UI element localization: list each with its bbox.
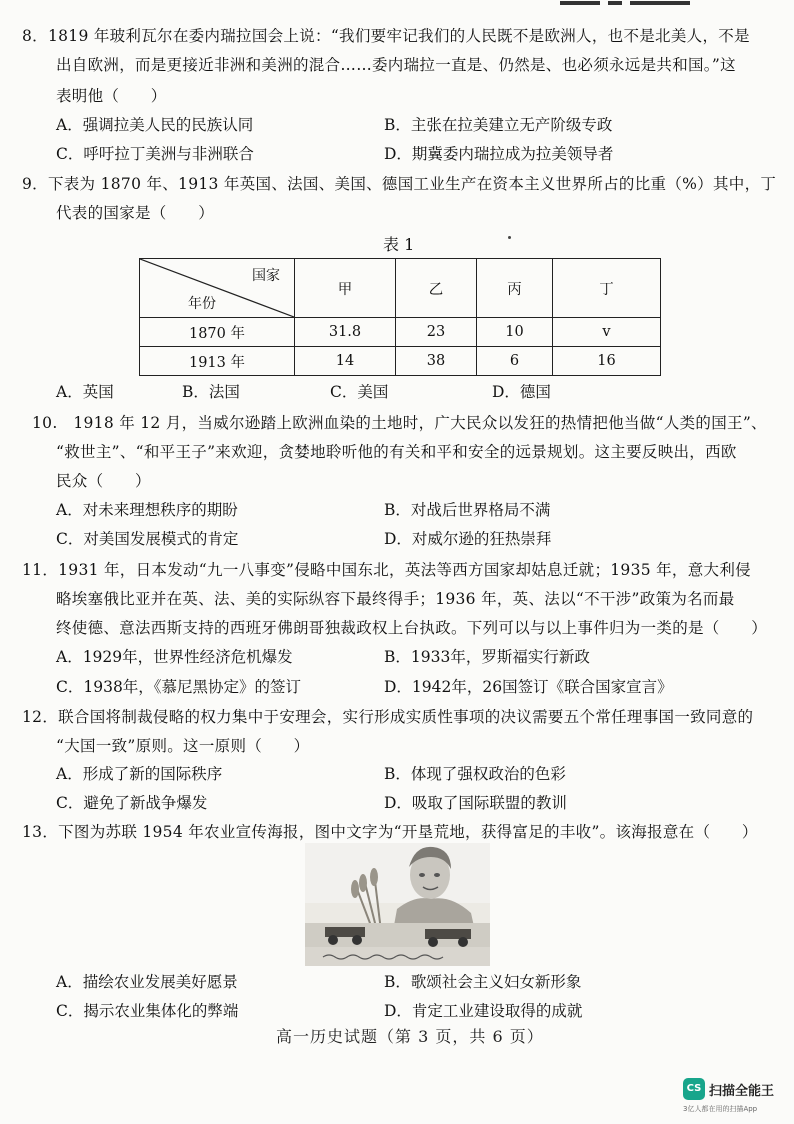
table-header-row (140, 259, 661, 318)
data-table (139, 258, 661, 376)
column-header: 甲 (295, 259, 396, 318)
row-year: 1870 年 (140, 318, 295, 347)
q12-option-d[interactable]: D．吸取了国际联盟的教训 (384, 794, 567, 812)
q9-option-d[interactable]: D．德国 (492, 383, 551, 401)
q10-option-d[interactable]: D．对威尔逊的狂热崇拜 (384, 530, 552, 548)
q11-stem-line3: 终使德、意法西斯支持的西班牙佛朗哥独裁政权上台执政。下列可以与以上事件归为一类的是（ ） (56, 619, 768, 637)
q11-stem-line2: 略埃塞俄比亚并在英、法、美的实际纵容下最终得手；1936 年，英、法以“不干涉”政策为名而最 (56, 590, 735, 608)
header-year: 年份 (188, 296, 216, 312)
q8-stem-line3: 表明他（ ） (56, 87, 167, 105)
row-year: 1913 年 (140, 347, 295, 376)
q12-stem-line2: “大国一致”原则。这一原则（ ） (56, 737, 310, 755)
propaganda-poster-image (305, 843, 490, 966)
q10-stem-line2: “救世主”、“和平王子”来欢迎，贪婪地聆听他的有关和平和安全的远景规划。这主要反映出，西欧 (56, 443, 737, 461)
table-cell: 6 (477, 347, 553, 376)
q12-stem-line1: 12．联合国将制裁侵略的权力集中于安理会，实行形成实质性事项的决议需要五个常任理事国一致同意的 (22, 708, 754, 726)
q10-option-c[interactable]: C．对美国发展模式的肯定 (56, 530, 239, 548)
q10-option-b[interactable]: B．对战后世界格局不满 (384, 501, 551, 519)
diagonal-header-cell (140, 259, 295, 318)
q9-stem-line2: 代表的国家是（ ） (56, 204, 215, 222)
q9-option-c[interactable]: C．美国 (330, 383, 389, 401)
watermark-app-name: 扫描全能王 (709, 1084, 775, 1099)
q9-stem-line1: 9．下表为 1870 年、1913 年英国、法国、美国、德国工业生产在资本主义世界所占的比重（%）其中，丁 (22, 175, 777, 193)
cropped-header-remnant (560, 0, 760, 10)
table-cell: 31.8 (295, 318, 396, 347)
table-cell: 14 (295, 347, 396, 376)
q10-stem-line1: 10. 1918 年 12 月，当威尔逊踏上欧洲血染的土地时，广大民众以发狂的热情把他当做“人类的国王”、 (32, 414, 767, 432)
camscanner-logo-icon: CS (683, 1078, 705, 1100)
q13-option-d[interactable]: D．肯定工业建设取得的成就 (384, 1002, 583, 1020)
q8-stem-line2: 出自欧洲，而是更接近非洲和美洲的混合……委内瑞拉一直是、仍然是、也必须永远是共和国。”这 (56, 56, 736, 74)
scanner-watermark (683, 1078, 783, 1118)
table-row (140, 347, 661, 376)
q8-option-d[interactable]: D．期冀委内瑞拉成为拉美领导者 (384, 145, 614, 163)
q8-option-c[interactable]: C．呼吁拉丁美洲与非洲联合 (56, 145, 254, 163)
table-row (140, 318, 661, 347)
q10-option-a[interactable]: A．对未来理想秩序的期盼 (56, 501, 238, 519)
q8-stem-line1: 8．1819 年玻利瓦尔在委内瑞拉国会上说：“我们要牢记我们的人民既不是欧洲人，也不是北美人，不是 (22, 27, 750, 45)
q11-stem-line1: 11．1931 年，日本发动“九一八事变”侵略中国东北，英法等西方国家却姑息迁就；1935 年，意大利侵 (22, 561, 751, 579)
q9-option-a[interactable]: A．英国 (56, 383, 114, 401)
q11-option-b[interactable]: B．1933年，罗斯福实行新政 (384, 648, 590, 666)
q13-option-a[interactable]: A．描绘农业发展美好愿景 (56, 973, 238, 991)
column-header: 丁 (553, 259, 661, 318)
page-footer: 高一历史试题（第 3 页，共 6 页） (276, 1027, 544, 1046)
watermark-tagline: 3亿人都在用的扫描App (683, 1105, 758, 1113)
table-cell: 38 (396, 347, 477, 376)
scan-speck (508, 236, 511, 239)
q13-option-b[interactable]: B．歌颂社会主义妇女新形象 (384, 973, 582, 991)
table-cell: v (553, 318, 661, 347)
table-cell: 16 (553, 347, 661, 376)
q12-option-a[interactable]: A．形成了新的国际秩序 (56, 765, 223, 783)
q13-stem-line1: 13．下图为苏联 1954 年农业宣传海报，图中文字为“开垦荒地，获得富足的丰收”。该海报意在（ ） (22, 823, 758, 841)
q10-stem-line3: 民众（ ） (56, 472, 151, 490)
q8-option-a[interactable]: A．强调拉美人民的民族认同 (56, 116, 254, 134)
table-caption: 表 1 (383, 235, 415, 254)
q9-option-b[interactable]: B．法国 (182, 383, 240, 401)
q8-option-b[interactable]: B．主张在拉美建立无产阶级专政 (384, 116, 613, 134)
column-header: 丙 (477, 259, 553, 318)
table-cell: 23 (396, 318, 477, 347)
column-header: 乙 (396, 259, 477, 318)
table-cell: 10 (477, 318, 553, 347)
q11-option-a[interactable]: A．1929年，世界性经济危机爆发 (56, 648, 293, 666)
q12-option-b[interactable]: B．体现了强权政治的色彩 (384, 765, 566, 783)
header-country: 国家 (252, 268, 280, 284)
q12-option-c[interactable]: C．避免了新战争爆发 (56, 794, 208, 812)
q11-option-d[interactable]: D．1942年，26国签订《联合国家宣言》 (384, 678, 673, 696)
q13-option-c[interactable]: C．揭示农业集体化的弊端 (56, 1002, 239, 1020)
q11-option-c[interactable]: C．1938年，《慕尼黑协定》的签订 (56, 678, 302, 696)
